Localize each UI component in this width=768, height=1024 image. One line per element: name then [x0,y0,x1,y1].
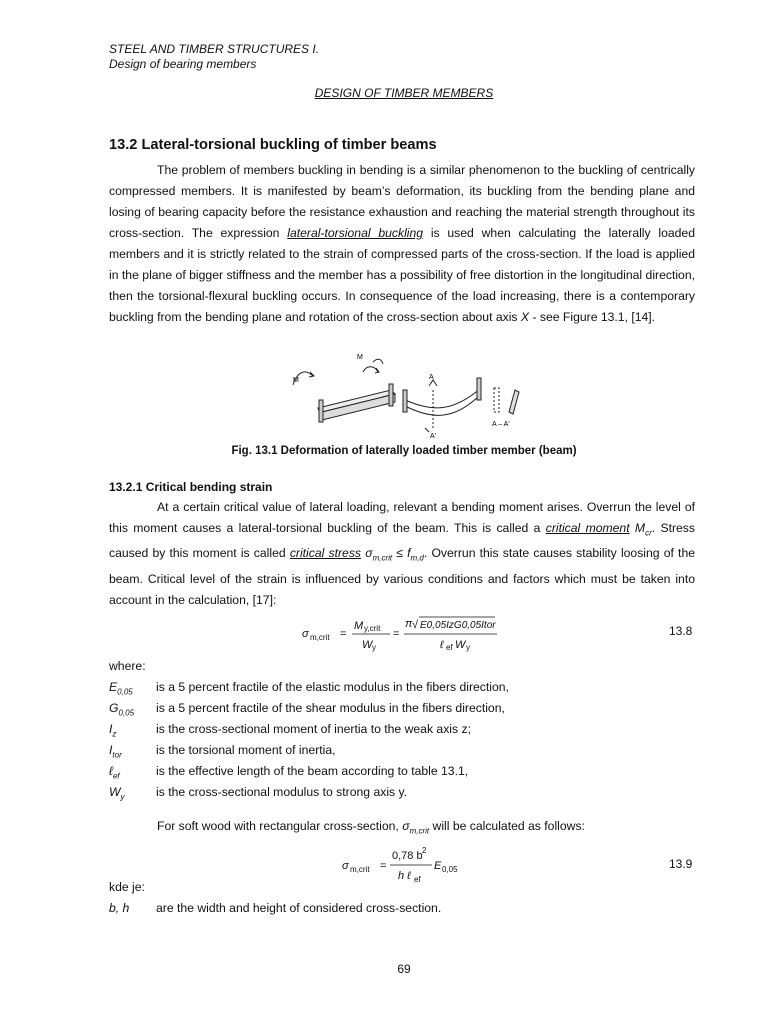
term-critical-stress: critical stress [289,546,362,561]
definition-row: $I_z$ is the cross-sectional moment of inertia to the weak axis z; [109,722,471,739]
svg-text:y: y [372,643,376,652]
equation-number-13-8: 13.8 [669,624,693,638]
svg-text:=: = [393,628,400,640]
svg-text:=: = [380,860,387,872]
definition-row: $E_{0,05}$ is a 5 percent fractile of the elastic modulus in the fibers direction, [109,680,509,697]
chapter-title: DESIGN OF TIMBER MEMBERS [314,86,494,100]
section-label-a-a: A – A' [492,421,510,428]
svg-text:W: W [455,639,466,651]
svg-text:E0,05IzG0,05Itor: E0,05IzG0,05Itor [420,620,496,631]
equation-13-8 [300,610,510,654]
section-label-a: A [429,374,434,381]
svg-text:ef: ef [446,643,453,652]
beam-deformation-figure [283,350,533,440]
softwood-sentence: For soft wood with rectangular cross-section, $\sigma_{m,crit}$ will be calculated as follows: [157,819,585,836]
intro-paragraph: The problem of members buckling in bending is a similar phenomenon to the buckling of centrically compressed members. It is manifested by beam’s deformation, its buckling from the bending plane and losing of bearing capacity before the resistance exhaustion and reaching the material strength throughout its cross-section. The expression lateral-torsional buckling is used when calculating the laterally loaded members and it is strictly related to the strain of compressed parts of the cross-section. If the load is applied in the plane of bigger stiffness and the member has a possibility of free distortion in the longitudinal direction, then the torsional-flexural buckling occurs. In consequence of the load increasing, there is a contemporary buckling from the bending plane and rotation of the cross-section about axis X - see Figure 13.1, [14]. [109,163,695,324]
running-header-title: STEEL AND TIMBER STRUCTURES I. [109,42,320,56]
where-label: where: [109,659,146,673]
moment-label-top: M [357,354,363,361]
kde-je-label: kde je: [109,880,145,894]
svg-text:√: √ [412,619,419,631]
svg-text:σ: σ [342,860,349,872]
svg-text:m,crit: m,crit [310,633,330,642]
svg-text:0,05: 0,05 [442,865,458,874]
svg-text:=: = [340,628,347,640]
subsection-heading: 13.2.1 Critical bending strain [109,480,273,494]
svg-text:E: E [434,860,442,872]
figure-caption: Fig. 13.1 Deformation of laterally loaded timber member (beam) [231,445,577,457]
buckled-beam [403,378,481,432]
definition-b-h: b, h are the width and height of considered cross-section. [109,901,442,915]
svg-text:m,crit: m,crit [350,865,370,874]
equation-number-13-9: 13.9 [669,857,693,871]
svg-text:W: W [362,639,373,651]
definition-row: $W_y$ is the cross-sectional modulus to strong axis y. [109,785,408,802]
svg-text:0,78 b: 0,78 b [392,850,423,862]
svg-text:M: M [354,620,364,632]
section-heading: 13.2 Lateral-torsional buckling of timber beams [109,137,437,153]
moment-label-left: M [293,377,299,384]
definition-row: $G_{0,05}$ is a 5 percent fractile of the shear modulus in the fibers direction, [109,701,505,718]
definition-row: $I_{tor}$ is the torsional moment of inertia, [109,743,336,760]
svg-text:h ℓ: h ℓ [398,870,411,882]
svg-text:y,crit: y,crit [364,624,381,633]
running-header-subtitle: Design of bearing members [109,57,257,71]
svg-text:σ: σ [302,628,309,640]
term-lateral-torsional-buckling: lateral-torsional buckling [287,226,424,240]
straight-beam [293,359,395,422]
svg-text:y: y [466,643,470,652]
svg-text:π: π [405,618,413,630]
critical-strain-paragraph: At a certain critical value of lateral loading, relevant a bending moment arises. Overrun the level of this moment causes a lateral-torsional buckling of the beam. This is called a critical moment $M_{cr}$. Stress caused by this moment is called critical stress $\sigma_{m,crit} \le f_{m,d}$. Overrun this state causes stability loosing of the beam. Critical level of the strain is influenced by various conditions and factors which must be taken into account in the calculation, [17]: [109,500,696,607]
cross-section-sketch [494,388,519,414]
section-label-a-prime: A' [430,433,437,440]
definition-row: ℓ$_{ef}$ is the effective length of the beam according to table 13.1, [109,764,469,781]
page-number: 69 [397,962,411,976]
term-critical-moment: critical moment [545,521,630,535]
svg-text:ℓ: ℓ [440,639,444,651]
svg-text:ef: ef [414,875,421,884]
svg-text:2: 2 [422,846,427,855]
equation-13-9 [340,843,470,885]
definitions-list [109,677,509,803]
